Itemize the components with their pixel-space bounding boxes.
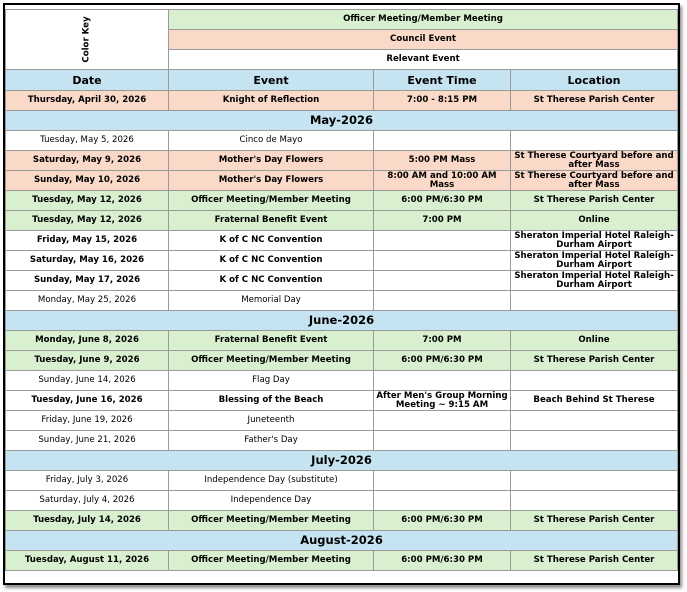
schedule-row bbox=[6, 171, 678, 191]
schedule-row bbox=[6, 411, 678, 431]
event-cell: Independence Day bbox=[169, 491, 374, 511]
event-cell: Officer Meeting/Member Meeting bbox=[169, 511, 374, 531]
event-cell: K of C NC Convention bbox=[169, 231, 374, 251]
event-time-cell: 5:00 PM Mass bbox=[374, 151, 511, 171]
location-cell: St Therese Parish Center bbox=[511, 511, 678, 531]
header-event-time: Event Time bbox=[374, 70, 511, 91]
location-cell: St Therese Parish Center bbox=[511, 351, 678, 371]
event-time-cell: 6:00 PM/6:30 PM bbox=[374, 551, 511, 571]
event-time-cell: 7:00 PM bbox=[374, 331, 511, 351]
color-key-label-cell bbox=[6, 10, 169, 70]
date-cell: Tuesday, June 16, 2026 bbox=[6, 391, 169, 411]
event-cell: Independence Day (substitute) bbox=[169, 471, 374, 491]
event-time-cell: 6:00 PM/6:30 PM bbox=[374, 191, 511, 211]
location-cell: Sheraton Imperial Hotel Raleigh-Durham Airport bbox=[511, 251, 678, 271]
date-cell: Friday, May 15, 2026 bbox=[6, 231, 169, 251]
color-key-row bbox=[6, 10, 678, 30]
event-time-cell bbox=[374, 271, 511, 291]
schedule-row bbox=[6, 211, 678, 231]
month-label: July-2026 bbox=[6, 451, 678, 471]
event-cell: K of C NC Convention bbox=[169, 251, 374, 271]
location-cell bbox=[511, 411, 678, 431]
event-cell: K of C NC Convention bbox=[169, 271, 374, 291]
month-header-row bbox=[6, 451, 678, 471]
month-label: August-2026 bbox=[6, 531, 678, 551]
location-cell bbox=[511, 291, 678, 311]
date-cell: Thursday, April 30, 2026 bbox=[6, 91, 169, 111]
schedule-row bbox=[6, 331, 678, 351]
event-time-cell bbox=[374, 291, 511, 311]
event-time-cell: 7:00 PM bbox=[374, 211, 511, 231]
event-time-cell bbox=[374, 231, 511, 251]
event-cell: Fraternal Benefit Event bbox=[169, 331, 374, 351]
location-cell: St Therese Parish Center bbox=[511, 551, 678, 571]
event-cell: Officer Meeting/Member Meeting bbox=[169, 351, 374, 371]
schedule-row bbox=[6, 511, 678, 531]
location-cell: Online bbox=[511, 211, 678, 231]
date-cell: Monday, May 25, 2026 bbox=[6, 291, 169, 311]
date-cell: Sunday, May 10, 2026 bbox=[6, 171, 169, 191]
schedule-row bbox=[6, 271, 678, 291]
location-cell bbox=[511, 431, 678, 451]
schedule-row bbox=[6, 491, 678, 511]
date-cell: Tuesday, May 12, 2026 bbox=[6, 211, 169, 231]
event-time-cell: 8:00 AM and 10:00 AM Mass bbox=[374, 171, 511, 191]
schedule-row bbox=[6, 231, 678, 251]
schedule-row bbox=[6, 471, 678, 491]
date-cell: Friday, June 19, 2026 bbox=[6, 411, 169, 431]
color-key-relevant-event: Relevant Event bbox=[169, 50, 678, 70]
schedule-row bbox=[6, 131, 678, 151]
date-cell: Saturday, May 9, 2026 bbox=[6, 151, 169, 171]
date-cell: Tuesday, June 9, 2026 bbox=[6, 351, 169, 371]
schedule-row bbox=[6, 371, 678, 391]
event-cell: Knight of Reflection bbox=[169, 91, 374, 111]
schedule-row bbox=[6, 351, 678, 371]
event-cell: Cinco de Mayo bbox=[169, 131, 374, 151]
header-location: Location bbox=[511, 70, 678, 91]
month-label: June-2026 bbox=[6, 311, 678, 331]
date-cell: Tuesday, May 12, 2026 bbox=[6, 191, 169, 211]
date-cell: Sunday, June 21, 2026 bbox=[6, 431, 169, 451]
location-cell: St Therese Courtyard before and after Mass bbox=[511, 151, 678, 171]
event-time-cell bbox=[374, 471, 511, 491]
event-cell: Mother's Day Flowers bbox=[169, 171, 374, 191]
location-cell bbox=[511, 371, 678, 391]
event-cell: Fraternal Benefit Event bbox=[169, 211, 374, 231]
location-cell bbox=[511, 491, 678, 511]
header-event: Event bbox=[169, 70, 374, 91]
event-time-cell bbox=[374, 131, 511, 151]
color-key-label: Color Key bbox=[81, 16, 92, 63]
event-cell: Father's Day bbox=[169, 431, 374, 451]
date-cell: Tuesday, August 11, 2026 bbox=[6, 551, 169, 571]
date-cell: Friday, July 3, 2026 bbox=[6, 471, 169, 491]
event-cell: Officer Meeting/Member Meeting bbox=[169, 191, 374, 211]
location-cell: St Therese Parish Center bbox=[511, 91, 678, 111]
event-time-cell bbox=[374, 411, 511, 431]
header-date: Date bbox=[6, 70, 169, 91]
event-cell: Officer Meeting/Member Meeting bbox=[169, 551, 374, 571]
schedule-row bbox=[6, 151, 678, 171]
date-cell: Saturday, May 16, 2026 bbox=[6, 251, 169, 271]
event-cell: Memorial Day bbox=[169, 291, 374, 311]
event-time-cell bbox=[374, 431, 511, 451]
location-cell bbox=[511, 471, 678, 491]
schedule-row bbox=[6, 551, 678, 571]
color-key-council-event: Council Event bbox=[169, 30, 678, 50]
header-row bbox=[6, 70, 678, 91]
location-cell: Sheraton Imperial Hotel Raleigh-Durham Airport bbox=[511, 231, 678, 251]
month-header-row bbox=[6, 111, 678, 131]
schedule-row bbox=[6, 291, 678, 311]
month-header-row bbox=[6, 311, 678, 331]
event-cell: Juneteenth bbox=[169, 411, 374, 431]
date-cell: Tuesday, May 5, 2026 bbox=[6, 131, 169, 151]
event-cell: Blessing of the Beach bbox=[169, 391, 374, 411]
location-cell: St Therese Parish Center bbox=[511, 191, 678, 211]
date-cell: Sunday, May 17, 2026 bbox=[6, 271, 169, 291]
event-time-cell: 6:00 PM/6:30 PM bbox=[374, 511, 511, 531]
schedule-row bbox=[6, 91, 678, 111]
event-time-cell: 6:00 PM/6:30 PM bbox=[374, 351, 511, 371]
schedule-row bbox=[6, 251, 678, 271]
event-time-cell bbox=[374, 251, 511, 271]
date-cell: Monday, June 8, 2026 bbox=[6, 331, 169, 351]
schedule-row bbox=[6, 431, 678, 451]
event-cell: Mother's Day Flowers bbox=[169, 151, 374, 171]
location-cell: St Therese Courtyard before and after Mass bbox=[511, 171, 678, 191]
date-cell: Saturday, July 4, 2026 bbox=[6, 491, 169, 511]
schedule-row bbox=[6, 391, 678, 411]
event-cell: Flag Day bbox=[169, 371, 374, 391]
date-cell: Tuesday, July 14, 2026 bbox=[6, 511, 169, 531]
color-key-officer-meeting: Officer Meeting/Member Meeting bbox=[169, 10, 678, 30]
location-cell bbox=[511, 131, 678, 151]
location-cell: Online bbox=[511, 331, 678, 351]
event-time-cell bbox=[374, 371, 511, 391]
event-time-cell bbox=[374, 491, 511, 511]
event-schedule-table bbox=[5, 9, 678, 571]
event-time-cell: 7:00 - 8:15 PM bbox=[374, 91, 511, 111]
location-cell: Sheraton Imperial Hotel Raleigh-Durham Airport bbox=[511, 271, 678, 291]
month-header-row bbox=[6, 531, 678, 551]
date-cell: Sunday, June 14, 2026 bbox=[6, 371, 169, 391]
location-cell: Beach Behind St Therese bbox=[511, 391, 678, 411]
month-label: May-2026 bbox=[6, 111, 678, 131]
event-time-cell: After Men's Group Morning Meeting ~ 9:15 AM bbox=[374, 391, 511, 411]
schedule-row bbox=[6, 191, 678, 211]
